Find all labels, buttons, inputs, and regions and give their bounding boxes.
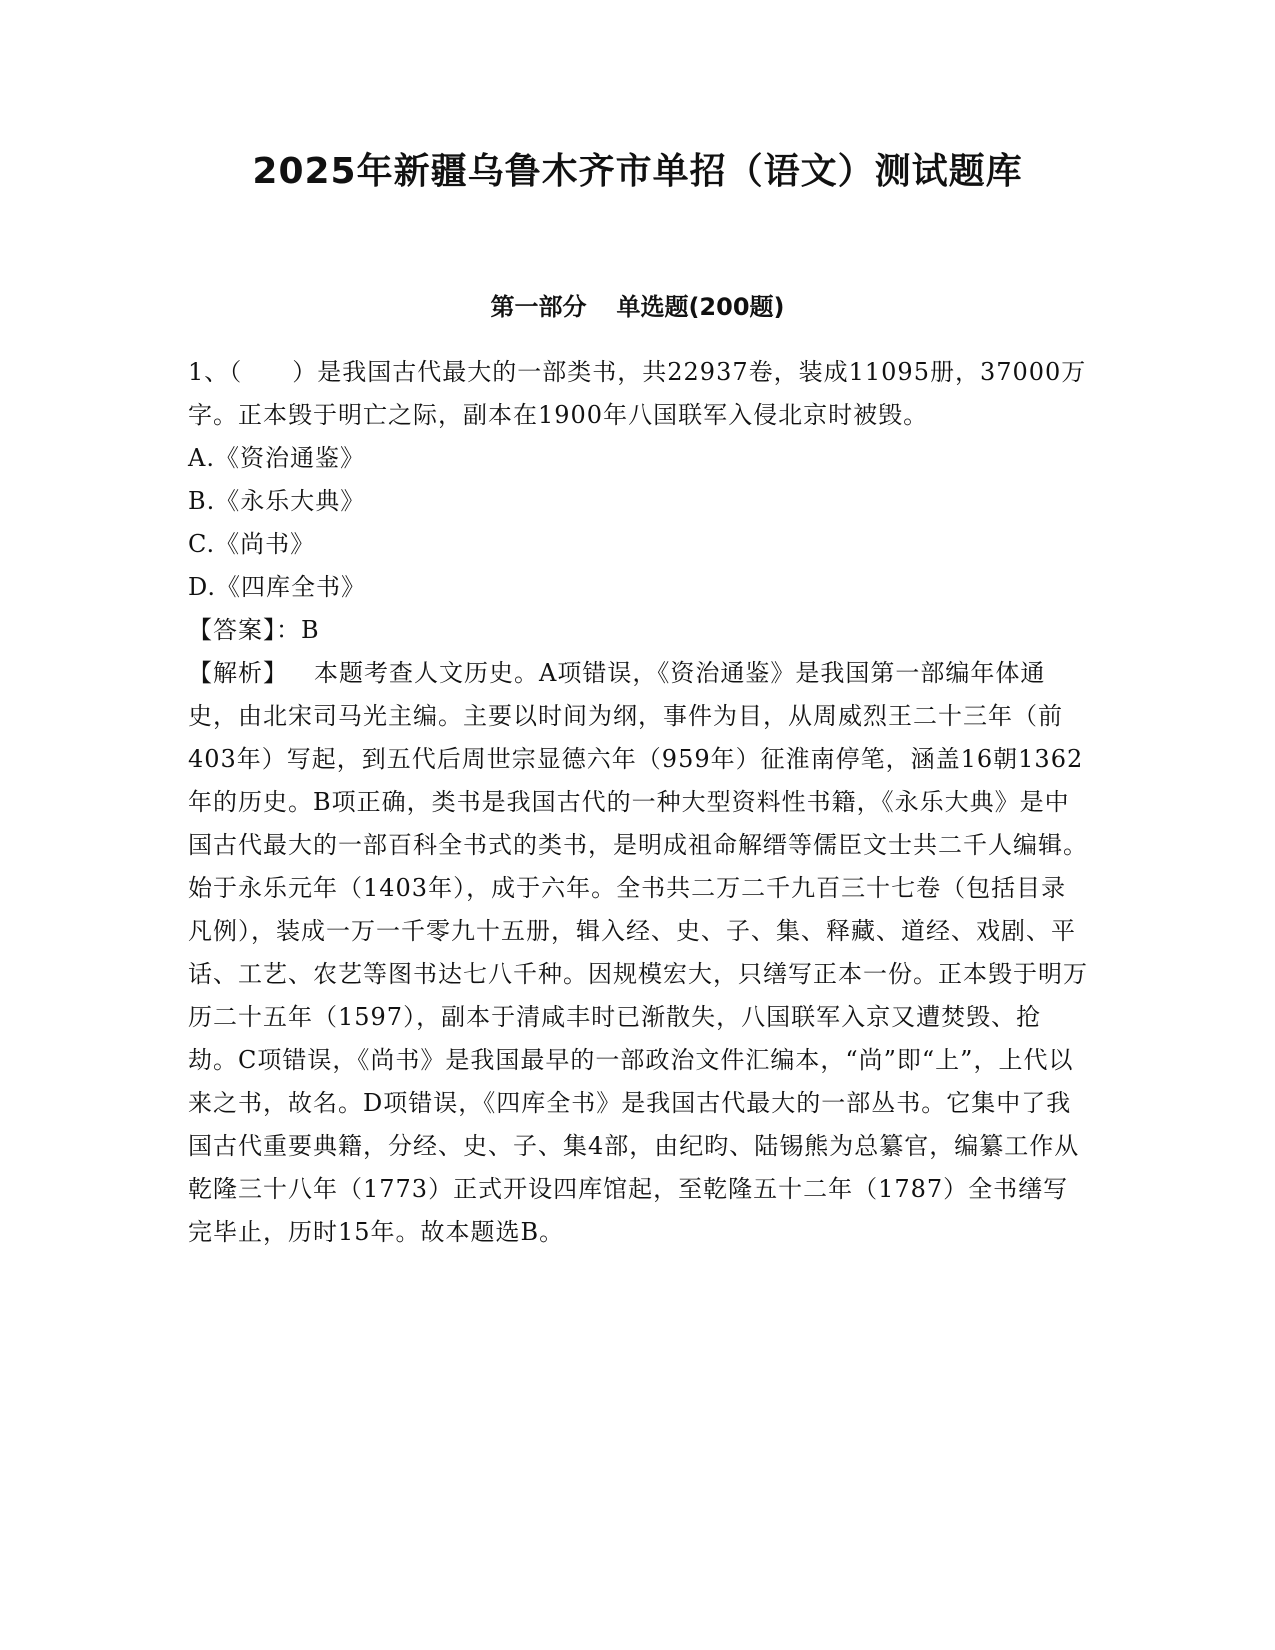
- section-part-label: 第一部分: [490, 293, 587, 321]
- explanation-label: 【解析】: [188, 659, 288, 687]
- option-d: D.《四库全书》: [188, 573, 367, 601]
- answer-label: 【答案】：: [188, 616, 301, 644]
- explanation-paragraph: [188, 652, 1088, 1254]
- explanation-text: 本题考查人文历史。A项错误，《资治通鉴》是我国第一部编年体通史，由北宋司马光主编。主要以时间为纲，事件为目，从周威烈王二十三年（前403年）写起，到五代后周世宗显德六年（959年）征淮南停笔，涵盖16朝1362年的历史。B项正确，类书是我国古代的一种大型资料性书籍，《永乐大典》是中国古代最大的一部百科全书式的类书，是明成祖命解缙等儒臣文士共二千人编辑。始于永乐元年（1403年），成于六年。全书共二万二千九百三十七卷（包括目录凡例），装成一万一千零九十五册，辑入经、史、子、集、释藏、道经、戏剧、平话、工艺、农艺等图书达七八千种。因规模宏大，只缮写正本一份。正本毁于明万历二十五年（1597），副本于清咸丰时已渐散失，八国联军入京又遭焚毁、抢劫。C项错误，《尚书》是我国最早的一部政治文件汇编本，“尚”即“上”，上代以来之书，故名。D项错误，《四库全书》是我国古代最大的一部丛书。它集中了我国古代重要典籍，分经、史、子、集4部，由纪昀、陆锡熊为总纂官，编纂工作从乾隆三十八年（1773）正式开设四库馆起，至乾隆五十二年（1787）全书缮写完毕止，历时15年。故本题选B。: [188, 659, 1088, 1246]
- section-heading-text: 单选题(200题): [616, 293, 785, 321]
- question-block: [188, 351, 1088, 1254]
- answer-value: B: [301, 616, 320, 644]
- option-c: C.《尚书》: [188, 530, 316, 558]
- option-b: B.《永乐大典》: [188, 487, 366, 515]
- option-list: [188, 437, 1088, 609]
- answer-line: [188, 609, 1088, 652]
- document-title: 2025年新疆乌鲁木齐市单招（语文）测试题库: [252, 151, 1023, 192]
- option-a: A.《资治通鉴》: [188, 444, 365, 472]
- question-stem: 1、（ ）是我国古代最大的一部类书，共22937卷，装成11095册，37000万字。正本毁于明亡之际，副本在1900年八国联军入侵北京时被毁。: [188, 358, 1087, 429]
- section-heading: [0, 290, 1275, 324]
